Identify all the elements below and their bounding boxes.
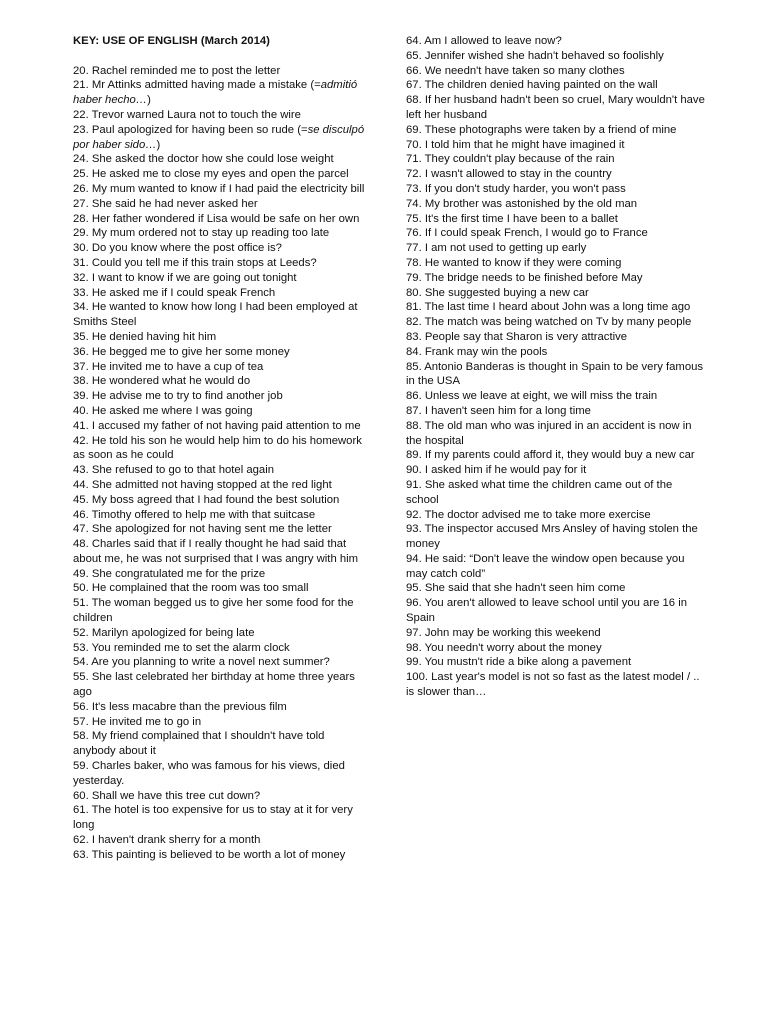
answer-item: 78. He wanted to know if they were coming bbox=[406, 256, 622, 269]
answer-item: 26. My mum wanted to know if I had paid the electricity bill bbox=[73, 182, 365, 195]
answer-item: 40. He asked me where I was going bbox=[73, 404, 253, 417]
answer-item: 20. Rachel reminded me to post the letter bbox=[73, 64, 281, 77]
answer-item: 82. The match was being watched on Tv by many people bbox=[406, 316, 692, 329]
right-answer-list bbox=[406, 34, 706, 700]
answer-item: 97. John may be working this weekend bbox=[406, 626, 601, 639]
answer-item: 21. Mr Attinks admitted having made a mistake (=admitió haber hecho…) bbox=[73, 79, 358, 107]
answer-item: 92. The doctor advised me to take more exercise bbox=[406, 508, 651, 521]
left-column bbox=[73, 34, 369, 863]
answer-item: 62. I haven't drank sherry for a month bbox=[73, 834, 261, 847]
answer-item: 61. The hotel is too expensive for us to stay at it for very long bbox=[73, 804, 353, 832]
answer-item: 85. Antonio Banderas is thought in Spain to be very famous in the USA bbox=[406, 360, 704, 388]
answer-item: 60. Shall we have this tree cut down? bbox=[73, 789, 261, 802]
answer-item: 68. If her husband hadn't been so cruel, Mary wouldn't have left her husband bbox=[406, 94, 705, 121]
answer-item: 47. She apologized for not having sent me the letter bbox=[73, 523, 332, 536]
answer-item: 41. I accused my father of not having paid attention to me bbox=[73, 419, 361, 432]
answer-item: 54. Are you planning to write a novel next summer? bbox=[73, 656, 330, 669]
answer-item: 35. He denied having hit him bbox=[73, 330, 217, 343]
answer-item: 96. You aren't allowed to leave school until you are 16 in Spain bbox=[406, 597, 688, 625]
answer-item: 75. It's the first time I have been to a ballet bbox=[406, 212, 618, 225]
answer-item: 84. Frank may win the pools bbox=[406, 345, 548, 358]
answer-item: 33. He asked me if I could speak French bbox=[73, 286, 276, 299]
answer-item: 46. Timothy offered to help me with that suitcase bbox=[73, 508, 316, 521]
answer-item: 59. Charles baker, who was famous for his views, died yesterday. bbox=[73, 760, 345, 787]
answer-item: 99. You mustn't ride a bike along a pavement bbox=[406, 656, 632, 669]
answer-item: 72. I wasn't allowed to stay in the country bbox=[406, 168, 612, 181]
answer-item: 57. He invited me to go in bbox=[73, 715, 202, 728]
answer-item: 56. It's less macabre than the previous film bbox=[73, 700, 287, 713]
answer-item: 94. He said: “Don't leave the window open because you may catch cold” bbox=[406, 552, 685, 580]
answer-item: 48. Charles said that if I really thought he had said that about me, he was not surprised that I was angry with him bbox=[73, 538, 359, 565]
answer-item: 100. Last year's model is not so fast as the latest model / .. is slower than… bbox=[406, 671, 700, 699]
answer-item: 89. If my parents could afford it, they would buy a new car bbox=[406, 449, 695, 462]
answer-item: 30. Do you know where the post office is? bbox=[73, 242, 282, 255]
answer-item: 79. The bridge needs to be finished before May bbox=[406, 271, 643, 284]
answer-item: 76. If I could speak French, I would go to France bbox=[406, 227, 648, 240]
answer-item: 93. The inspector accused Mrs Ansley of having stolen the money bbox=[406, 523, 698, 551]
answer-item: 69. These photographs were taken by a friend of mine bbox=[406, 123, 677, 136]
answer-item: 58. My friend complained that I shouldn't have told anybody about it bbox=[73, 730, 325, 758]
answer-item: 98. You needn't worry about the money bbox=[406, 641, 602, 654]
answer-item: 95. She said that she hadn't seen him come bbox=[406, 582, 626, 595]
answer-item: 91. She asked what time the children came out of the school bbox=[406, 478, 673, 506]
answer-item: 83. People say that Sharon is very attractive bbox=[406, 330, 628, 343]
answer-item: 90. I asked him if he would pay for it bbox=[406, 464, 587, 477]
answer-item: 74. My brother was astonished by the old man bbox=[406, 197, 638, 210]
answer-item: 38. He wondered what he would do bbox=[73, 375, 251, 388]
answer-item: 37. He invited me to have a cup of tea bbox=[73, 360, 264, 373]
answer-item: 70. I told him that he might have imagined it bbox=[406, 138, 625, 151]
answer-item: 71. They couldn't play because of the rain bbox=[406, 153, 615, 166]
answer-item: 25. He asked me to close my eyes and open the parcel bbox=[73, 168, 349, 181]
answer-item: 31. Could you tell me if this train stops at Leeds? bbox=[73, 256, 317, 269]
answer-item: 45. My boss agreed that I had found the best solution bbox=[73, 493, 340, 506]
answer-item: 77. I am not used to getting up early bbox=[406, 242, 587, 255]
answer-item: 63. This painting is believed to be worth a lot of money bbox=[73, 848, 346, 861]
answer-item: 87. I haven't seen him for a long time bbox=[406, 404, 591, 417]
answer-item: 64. Am I allowed to leave now? bbox=[406, 35, 562, 47]
left-answer-list bbox=[73, 64, 369, 863]
answer-item: 81. The last time I heard about John was a long time ago bbox=[406, 301, 691, 314]
answer-item: 29. My mum ordered not to stay up reading too late bbox=[73, 227, 330, 240]
answer-item: 73. If you don't study harder, you won't pass bbox=[406, 182, 626, 195]
right-column bbox=[406, 34, 706, 700]
answer-item: 23. Paul apologized for having been so rude (=se disculpó por haber sido…) bbox=[73, 123, 365, 151]
answer-item: 49. She congratulated me for the prize bbox=[73, 567, 266, 580]
answer-item: 66. We needn't have taken so many clothes bbox=[406, 64, 625, 77]
answer-item: 27. She said he had never asked her bbox=[73, 197, 258, 210]
answer-item: 53. You reminded me to set the alarm clock bbox=[73, 641, 290, 654]
answer-item: 32. I want to know if we are going out tonight bbox=[73, 271, 297, 284]
answer-item: 28. Her father wondered if Lisa would be safe on her own bbox=[73, 212, 360, 225]
answer-item: 24. She asked the doctor how she could lose weight bbox=[73, 153, 334, 166]
answer-item: 52. Marilyn apologized for being late bbox=[73, 626, 255, 639]
answer-item: 42. He told his son he would help him to do his homework as soon as he could bbox=[73, 434, 362, 462]
answer-item: 67. The children denied having painted on the wall bbox=[406, 79, 658, 92]
answer-item: 65. Jennifer wished she hadn't behaved so foolishly bbox=[406, 49, 664, 62]
answer-item: 43. She refused to go to that hotel again bbox=[73, 464, 274, 477]
answer-item: 39. He advise me to try to find another job bbox=[73, 390, 283, 403]
answer-item: 34. He wanted to know how long I had been employed at Smiths Steel bbox=[73, 301, 358, 329]
answer-item: 88. The old man who was injured in an accident is now in the hospital bbox=[406, 419, 692, 447]
answer-item: 36. He begged me to give her some money bbox=[73, 345, 290, 358]
answer-item: 22. Trevor warned Laura not to touch the wire bbox=[73, 108, 301, 121]
answer-item: 50. He complained that the room was too small bbox=[73, 582, 309, 595]
answer-item: 86. Unless we leave at eight, we will miss the train bbox=[406, 390, 658, 403]
answer-item: 51. The woman begged us to give her some food for the children bbox=[73, 597, 354, 625]
document-title: KEY: USE OF ENGLISH (March 2014) bbox=[73, 35, 270, 47]
answer-item: 44. She admitted not having stopped at the red light bbox=[73, 478, 332, 491]
answer-item: 55. She last celebrated her birthday at home three years ago bbox=[73, 671, 355, 699]
answer-item: 80. She suggested buying a new car bbox=[406, 286, 589, 299]
